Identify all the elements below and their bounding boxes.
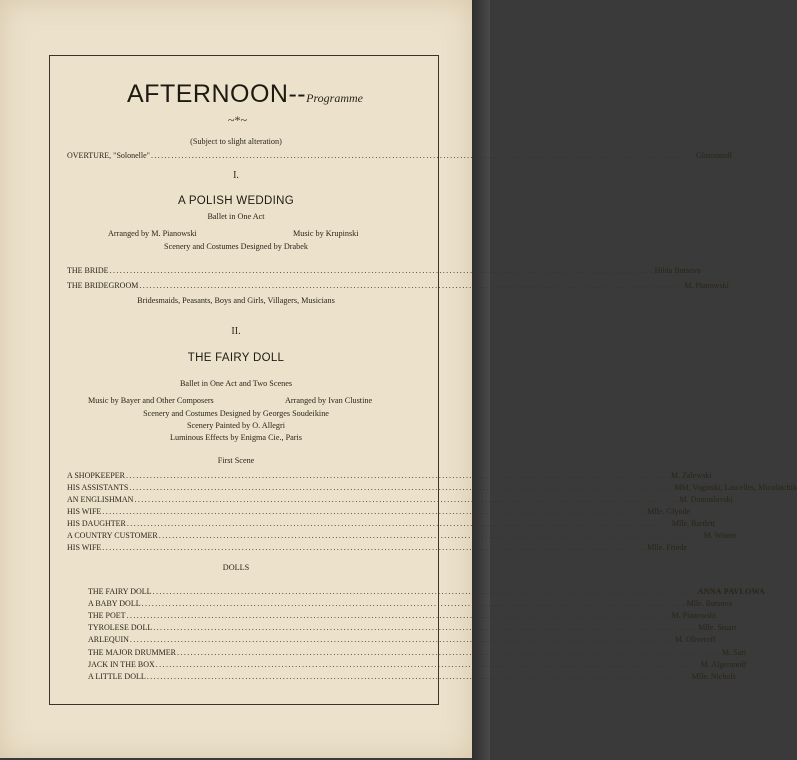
- cast-entry: [88, 623, 737, 633]
- leader-dots: ................................................................................................................................................................: [126, 471, 671, 480]
- cast-performer: Hilda Butsova: [654, 266, 701, 275]
- leader-dots: ................................................................................................................................................................: [141, 599, 686, 609]
- leader-dots: ................................................................................................................................................................: [177, 647, 722, 657]
- cast-role: JACK IN THE BOX: [88, 659, 155, 669]
- cast-role: A BABY DOLL: [88, 599, 141, 609]
- cast-entry: [88, 647, 747, 657]
- cast-role: HIS DAUGHTER: [67, 519, 126, 528]
- cast-performer: Mlle. Stuart: [698, 623, 737, 633]
- programme-title: [0, 80, 490, 109]
- cast-entry: [88, 599, 732, 609]
- cast-performer: Mlle. Bartlett: [671, 519, 715, 528]
- leader-dots: ................................................................................................................................................................: [129, 635, 674, 645]
- leader-dots: ................................................................................................................................................................: [139, 281, 684, 290]
- leader-dots: ................................................................................................................................................................: [129, 483, 674, 492]
- cast-performer: Mlle. Nichols: [691, 671, 736, 681]
- cast-role: ARLEQUIN: [88, 635, 129, 645]
- cast-role: HIS WIFE: [67, 543, 102, 552]
- cast-entry: [67, 495, 733, 504]
- cast-entry: [67, 507, 690, 516]
- leader-dots: ................................................................................................................................................................: [102, 507, 647, 516]
- cast-performer: M. Pianowski: [684, 281, 729, 290]
- cast-entry: [88, 635, 716, 645]
- leader-dots: ................................................................................................................................................................: [155, 659, 700, 669]
- cast-role: HIS WIFE: [67, 507, 102, 516]
- cast-entry: [67, 543, 687, 552]
- cast-role: A SHOPKEEPER: [67, 471, 126, 480]
- cast-entry: [67, 483, 797, 492]
- cast-entry: [67, 531, 737, 540]
- cast-role: A LITTLE DOLL: [88, 671, 146, 681]
- leader-dots: ................................................................................................................................................................: [102, 543, 647, 552]
- dolls-label: DOLLS: [222, 563, 250, 572]
- cast-entry: [67, 519, 715, 528]
- leader-dots: ................................................................................................................................................................: [126, 519, 671, 528]
- part2-music: Music by Bayer and Other Composers: [88, 396, 214, 405]
- part1-scenery: Scenery and Costumes Designed by Drabek: [164, 242, 308, 251]
- cast-performer: Mlle. Butsova: [686, 599, 732, 609]
- cast-entry: [67, 471, 712, 480]
- part2-numeral: II.: [231, 326, 241, 337]
- cast-entry: [88, 587, 766, 596]
- part1-title: A POLISH WEDDING: [178, 195, 294, 207]
- cast-performer: M. Sari: [722, 647, 747, 657]
- part2-title: THE FAIRY DOLL: [187, 352, 285, 364]
- leader-dots: ................................................................................................................................................................: [109, 266, 654, 275]
- leader-dots: ................................................................................................................................................................: [152, 587, 697, 596]
- cast-performer: M. Zalewski: [671, 471, 712, 480]
- part2-scenery: Scenery and Costumes Designed by Georges Soudeikine: [143, 409, 329, 418]
- scene-label: First Scene: [217, 456, 255, 465]
- cast-entry: [88, 671, 736, 681]
- part2-subtitle: Ballet in One Act and Two Scenes: [179, 379, 293, 388]
- cast-role: THE BRIDEGROOM: [67, 281, 139, 290]
- cast-role: THE BRIDE: [67, 266, 109, 275]
- part1-numeral: I.: [233, 170, 239, 181]
- ornament-swash: ~*~: [228, 113, 247, 127]
- cast-entry: [67, 266, 701, 275]
- cast-entry: [88, 659, 747, 669]
- cast-performer: Mlle. Friede: [647, 543, 687, 552]
- page-edge-shadow: [472, 0, 490, 760]
- cast-performer: M. Pianowski: [671, 611, 717, 621]
- cast-performer: M. Oliveroff: [674, 635, 716, 645]
- cast-performer: Mlle. Glynde: [647, 507, 690, 516]
- leader-dots: ................................................................................................................................................................: [158, 531, 703, 540]
- cast-role: TYROLESE DOLL: [88, 623, 153, 633]
- cast-role: THE MAJOR DRUMMER: [88, 647, 177, 657]
- cast-role: AN ENGLISHMAN: [67, 495, 134, 504]
- cast-performer: M. Domoslavski: [679, 495, 733, 504]
- part2-painted: Scenery Painted by O. Allegri: [186, 421, 285, 430]
- cast-performer: ANNA PAVLOWA: [697, 587, 766, 596]
- subject-note: (Subject to slight alteration): [190, 137, 282, 146]
- part1-ensemble: Bridesmaids, Peasants, Boys and Girls, Villagers, Musicians: [137, 296, 335, 305]
- leader-dots: ................................................................................................................................................................: [126, 611, 671, 621]
- cast-performer: M. Winter: [703, 531, 737, 540]
- cast-role: HIS ASSISTANTS: [67, 483, 129, 492]
- cast-entry: [88, 611, 717, 621]
- title-main: AFTERNOON: [127, 80, 289, 108]
- overture-name: OVERTURE, "Solonelle": [67, 151, 150, 160]
- part2-effects: Luminous Effects by Enigma Cie., Paris: [170, 433, 302, 442]
- leader-dots: ................................................................................................................................................................: [134, 495, 679, 504]
- part1-subtitle: Ballet in One Act: [207, 212, 265, 221]
- title-sub: Programme: [306, 91, 363, 105]
- leader-dots: ................................................................................................................................................................: [146, 671, 691, 681]
- part1-music: Music by Krupinski: [293, 229, 359, 238]
- cast-role: THE POET: [88, 611, 126, 621]
- overture-composer: Glazounoff: [695, 151, 733, 160]
- part2-arranged: Arranged by Ivan Clustine: [285, 396, 373, 405]
- cast-performer: M. Algeranoff: [700, 659, 747, 669]
- cast-role: THE FAIRY DOLL: [88, 587, 152, 596]
- leader-dots: ................................................................................................................................................................: [150, 151, 695, 160]
- cast-role: A COUNTRY CUSTOMER: [67, 531, 158, 540]
- cast-entry: [67, 281, 729, 290]
- part1-arranged: Arranged by M. Pianowski: [108, 229, 197, 238]
- leader-dots: ................................................................................................................................................................: [153, 623, 698, 633]
- title-dash: --: [288, 80, 307, 108]
- overture-entry: [67, 151, 733, 160]
- cast-performer: MM. Vaginski, Lascelles, Micolaichik: [674, 483, 797, 492]
